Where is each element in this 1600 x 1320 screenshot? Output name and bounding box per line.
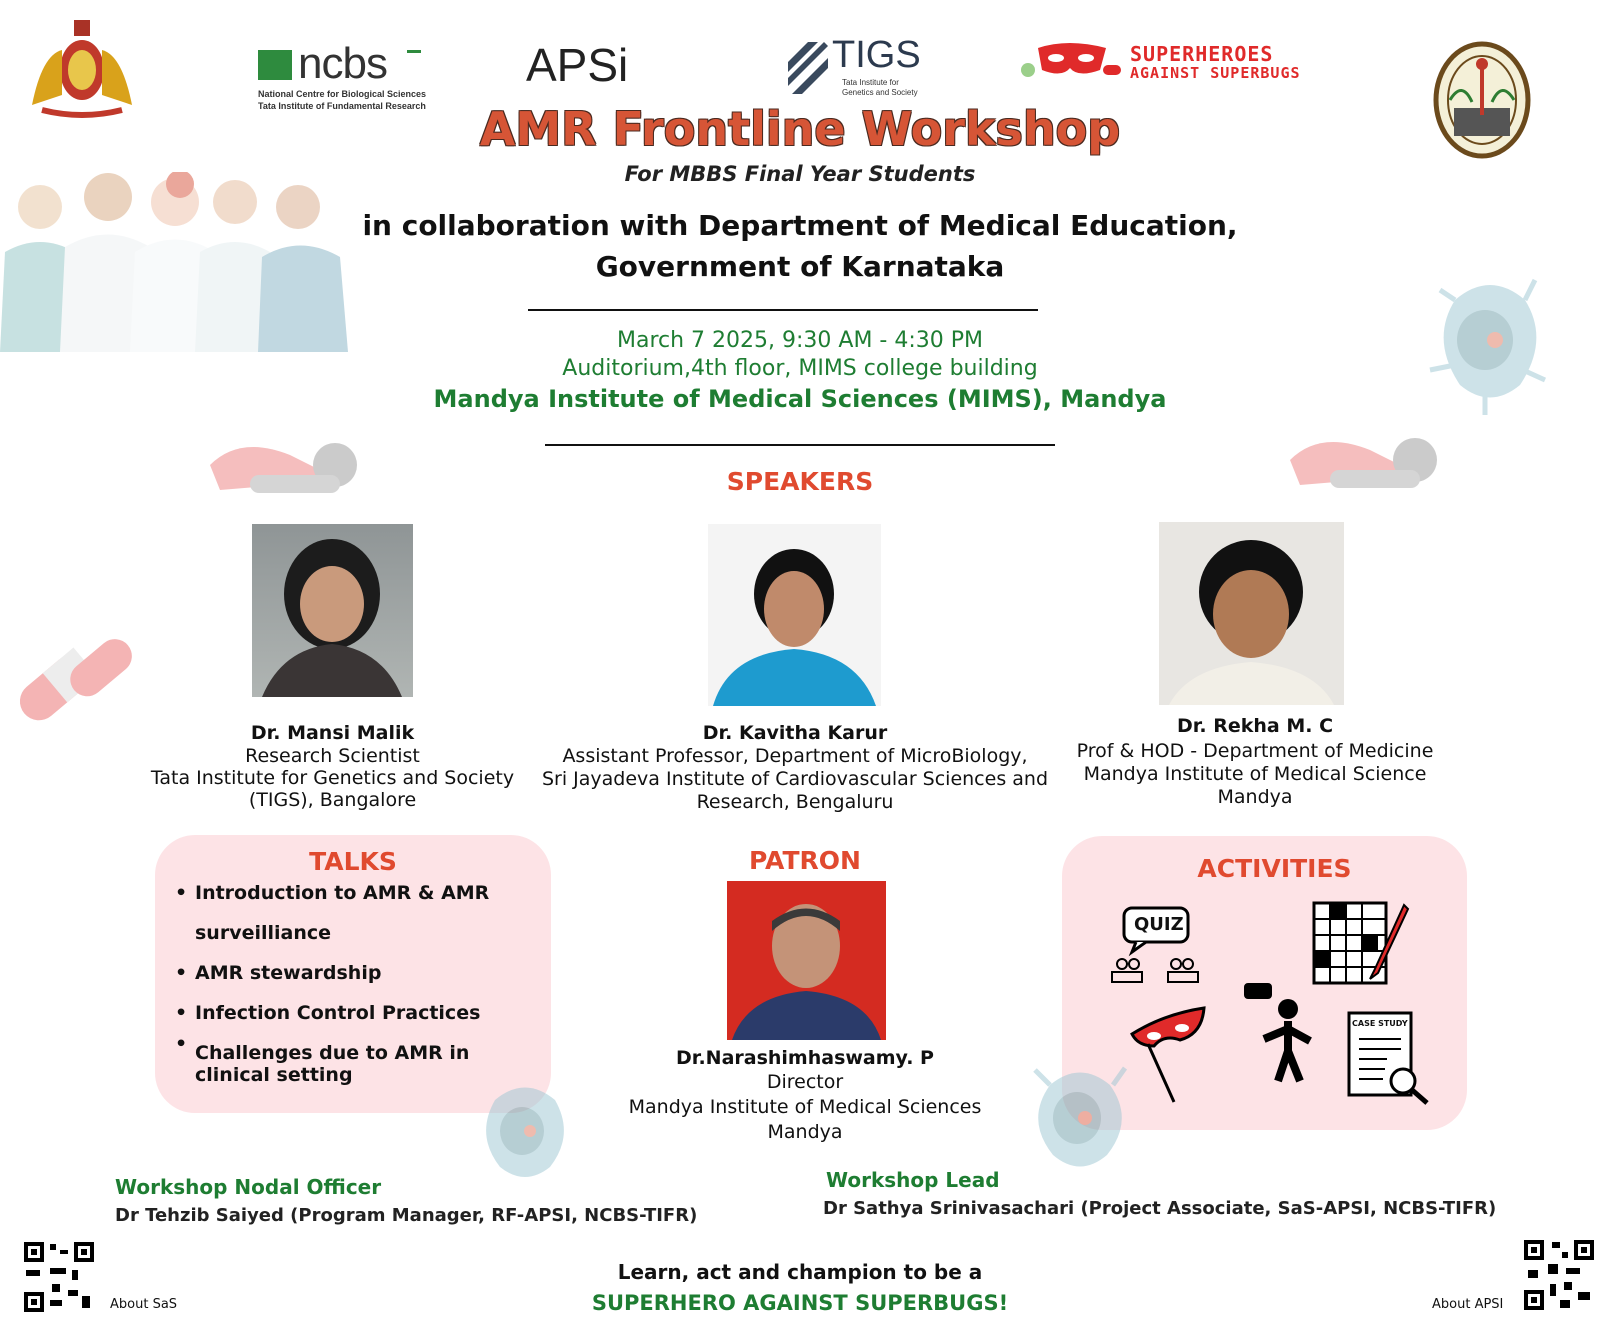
- quiz-icon: [1106, 906, 1206, 986]
- apsi-logo: APSi: [526, 39, 629, 91]
- tigs-logo: [788, 34, 938, 103]
- patron-role: Director: [766, 1071, 844, 1093]
- speaker-name: Dr. Mansi Malik: [250, 722, 415, 744]
- footer-tagline: Learn, act and champion to be a: [617, 1260, 983, 1284]
- collab-line2: Government of Karnataka: [595, 250, 1005, 283]
- workshop-subtitle: For MBBS Final Year Students: [624, 162, 976, 186]
- footer-slogan: SUPERHERO AGAINST SUPERBUGS!: [591, 1291, 1009, 1315]
- talks-list: [165, 873, 525, 1086]
- nodal-officer-label: Workshop Nodal Officer: [115, 1175, 382, 1199]
- speaker-photo: [1159, 522, 1344, 705]
- speaker-affiliation: Tata Institute for Genetics and Society: [150, 767, 515, 789]
- ncbs-line1: National Centre for Biological Sciences: [258, 89, 427, 99]
- ncbs-line2: Tata Institute of Fundamental Research: [258, 101, 426, 111]
- speakers-heading: SPEAKERS: [726, 467, 874, 496]
- talks-panel: [155, 835, 551, 1113]
- activities-heading: ACTIVITIES: [1197, 854, 1352, 883]
- sas-logo: [1018, 40, 1328, 90]
- tigs-stripes-icon: [788, 42, 828, 94]
- tigs-line1: Tata Institute for: [842, 78, 899, 87]
- event-datetime: March 7 2025, 9:30 AM - 4:30 PM: [616, 328, 984, 353]
- qr-caption-apsi: About APSI: [1432, 1297, 1504, 1312]
- speaker-photo: [708, 524, 881, 706]
- tigs-line2: Genetics and Society: [842, 88, 918, 97]
- event-location: Auditorium,4th floor, MIMS college building: [562, 356, 1038, 381]
- patron-affiliation: Mandya: [767, 1121, 843, 1143]
- tigs-wordmark: TIGS: [832, 34, 921, 76]
- patron-affiliation: Mandya Institute of Medical Sciences: [628, 1096, 982, 1118]
- sas-line1: SUPERHEROES: [1130, 42, 1274, 66]
- workshop-title: AMR Frontline Workshop: [479, 102, 1121, 156]
- quiz-label: QUIZ: [1134, 914, 1184, 935]
- speaker-role: Prof & HOD - Department of Medicine: [1076, 740, 1434, 762]
- germ-icon: [1015, 1060, 1145, 1180]
- roleplay-icon: [1242, 981, 1332, 1086]
- doctors-illustration-icon: [0, 172, 350, 352]
- speaker-role: Research Scientist: [245, 745, 420, 767]
- pill-icon: [8, 625, 138, 745]
- list-item: • Challenges due to AMR in clinical setting: [165, 1033, 525, 1086]
- mims-emblem-icon: [1432, 40, 1532, 160]
- superhero-icon: [1290, 430, 1450, 505]
- speaker-affiliation: Sri Jayadeva Institute of Cardiovascular Sciences and: [541, 768, 1049, 790]
- qr-code-sas[interactable]: [22, 1240, 96, 1314]
- talks-heading: TALKS: [309, 847, 397, 876]
- mask-icon: [1018, 40, 1123, 85]
- divider-top: [528, 309, 1038, 311]
- nodal-officer-name: Dr Tehzib Saiyed (Program Manager, RF-APSI, NCBS-TIFR): [115, 1205, 698, 1226]
- list-item: • AMR stewardship: [165, 953, 525, 993]
- workshop-lead-name: Dr Sathya Srinivasachari (Project Associate, SaS-APSI, NCBS-TIFR): [823, 1198, 1497, 1219]
- case-study-label: CASE STUDY: [1352, 1019, 1408, 1028]
- speaker-name: Dr. Kavitha Karur: [702, 722, 888, 744]
- speaker-affiliation: Mandya: [1217, 786, 1293, 808]
- sas-line2: AGAINST SUPERBUGS: [1130, 64, 1301, 82]
- germ-icon: [470, 1075, 580, 1190]
- divider-bottom: [545, 444, 1055, 446]
- list-item: • Infection Control Practices: [165, 993, 525, 1033]
- speaker-affiliation: Mandya Institute of Medical Science: [1083, 763, 1427, 785]
- karnataka-emblem-icon: [22, 15, 142, 120]
- patron-photo: [727, 881, 886, 1040]
- case-study-icon: [1347, 1011, 1432, 1106]
- patron-heading: PATRON: [749, 846, 861, 875]
- ncbs-wordmark: ncbs: [298, 39, 387, 88]
- event-institute: Mandya Institute of Medical Sciences (MIMS), Mandya: [433, 385, 1167, 413]
- speaker-role: Assistant Professor, Department of MicroBiology,: [562, 745, 1028, 767]
- collab-line1: in collaboration with Department of Medical Education,: [362, 209, 1238, 242]
- speaker-affiliation: (TIGS), Bangalore: [248, 789, 417, 811]
- speaker-photo: [252, 524, 413, 697]
- speaker-name: Dr. Rekha M. C: [1176, 715, 1334, 737]
- qr-caption-sas: About SaS: [110, 1297, 178, 1312]
- germ-icon: [1425, 270, 1555, 415]
- workshop-lead-label: Workshop Lead: [826, 1168, 1000, 1192]
- crossword-icon: [1312, 901, 1412, 991]
- superhero-icon: [210, 435, 370, 510]
- list-item: • Introduction to AMR & AMR surveilliance: [165, 873, 525, 953]
- speaker-affiliation: Research, Bengaluru: [696, 791, 894, 813]
- patron-name: Dr.Narashimhaswamy. P: [676, 1047, 934, 1069]
- qr-code-apsi[interactable]: [1522, 1238, 1596, 1312]
